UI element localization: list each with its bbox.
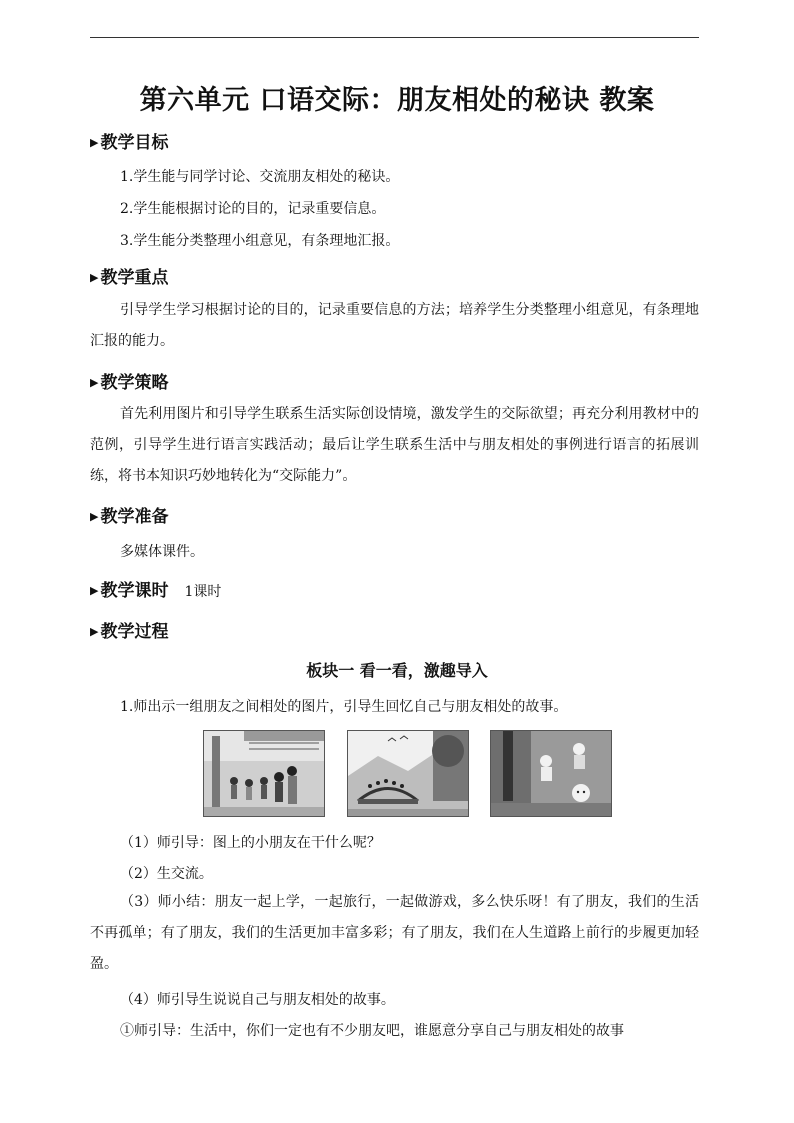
process-substep: （2）生交流。	[120, 866, 213, 882]
preparation-text: 多媒体课件。	[120, 544, 204, 560]
strategy-paragraph	[90, 399, 699, 492]
process-substep: （4）师引导生说说自己与朋友相处的故事。	[120, 992, 395, 1008]
illustration-traveling-together	[347, 730, 469, 817]
triangle-right-icon: ▶	[90, 271, 99, 284]
section-strategy-heading	[90, 368, 168, 393]
page-title: 第六单元 口语交际：朋友相处的秘诀 教案	[139, 85, 655, 116]
section-label: 教学准备	[100, 507, 169, 527]
block-title: 板块一 看一看，激趣导入	[306, 661, 488, 680]
section-hours-heading	[90, 576, 221, 601]
process-step: 1.师出示一组朋友之间相处的图片，引导生回忆自己与朋友相处的故事。	[120, 699, 568, 715]
illustration-going-to-school	[203, 730, 325, 817]
section-keypoints-heading	[90, 263, 168, 288]
process-substep: （1）师引导：图上的小朋友在干什么呢？	[120, 835, 381, 851]
illustration-playing-games	[490, 730, 612, 817]
triangle-right-icon: ▶	[90, 376, 99, 389]
header-rule	[90, 37, 699, 38]
section-label: 教学策略	[100, 373, 169, 393]
hours-value: 1课时	[184, 584, 222, 600]
keypoints-text: 引导学生学习根据讨论的目的，记录重要信息的方法；培养学生分类整理小组意见，有条理地汇报的能力。	[90, 302, 699, 349]
keypoints-paragraph	[90, 295, 699, 357]
strategy-text: 首先利用图片和引导学生联系生活实际创设情境，激发学生的交际欲望；再充分利用教材中的范例，引导学生进行语言实践活动；最后让学生联系生活中与朋友相处的事例进行语言的拓展训练，将书本知识巧妙地转化为“交际能力”。	[90, 406, 699, 484]
section-label: 教学重点	[100, 268, 169, 288]
triangle-right-icon: ▶	[90, 584, 99, 597]
process-substep: ①师引导：生活中，你们一定也有不少朋友吧，谁愿意分享自己与朋友相处的故事	[120, 1023, 624, 1039]
section-preparation-heading	[90, 502, 168, 527]
triangle-right-icon: ▶	[90, 510, 99, 523]
goal-item: 3.学生能分类整理小组意见，有条理地汇报。	[120, 233, 400, 249]
goal-item: 1.学生能与同学讨论、交流朋友相处的秘诀。	[120, 169, 400, 185]
section-process-heading	[90, 617, 168, 642]
triangle-right-icon: ▶	[90, 136, 99, 149]
goal-item: 2.学生能根据讨论的目的，记录重要信息。	[120, 201, 386, 217]
process-summary-paragraph	[90, 887, 699, 980]
section-label: 教学课时	[100, 581, 169, 601]
triangle-right-icon: ▶	[90, 625, 99, 638]
section-goals-heading	[90, 128, 168, 153]
section-label: 教学过程	[100, 622, 169, 642]
section-label: 教学目标	[100, 133, 169, 153]
process-summary-text: （3）师小结：朋友一起上学，一起旅行，一起做游戏，多么快乐呀！有了朋友，我们的生活不再孤单；有了朋友，我们的生活更加丰富多彩；有了朋友，我们在人生道路上前行的步履更加轻盈。	[90, 894, 699, 972]
